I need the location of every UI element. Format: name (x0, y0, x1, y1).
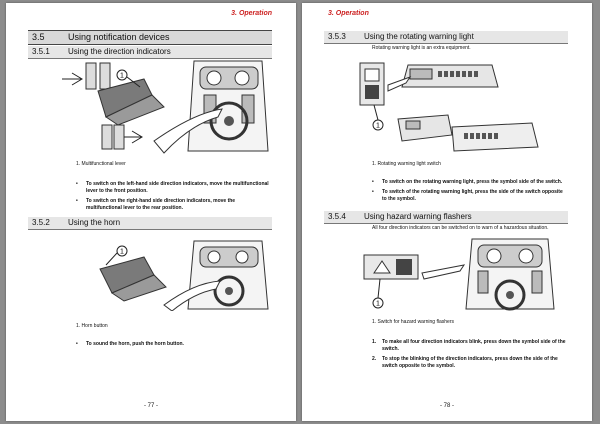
figure-caption-hazard: 1. Switch for hazard warning flashers (372, 319, 454, 325)
hazard-figure (352, 237, 572, 311)
subsection-number: 3.5.4 (328, 212, 346, 221)
list-item (372, 339, 568, 353)
page-77 (6, 3, 296, 421)
list-item: • To sound the horn, push the horn button. (76, 341, 272, 348)
callout-number: 1 (120, 248, 124, 256)
direction-indicator-figure (54, 59, 274, 157)
figure-caption: 1. Rotating warning light switch (372, 161, 441, 167)
subsection-title: Using the direction indicators (68, 47, 171, 56)
intro-text-hazard: All four direction indicators can be switched on to warn of a hazardous situation. (372, 225, 549, 231)
subsection-title: Using hazard warning flashers (364, 212, 472, 221)
subsection-heading-hazard (324, 211, 568, 224)
callout-number: 1 (120, 72, 124, 80)
section-title: Using notification devices (68, 32, 170, 42)
subsection-heading-horn (28, 217, 272, 230)
list-item: • To switch on the left-hand side direction indicators, move the multifunctional lever to the front position. (76, 181, 272, 195)
intro-text: Rotating warning light is an extra equipment. (372, 45, 471, 51)
horn-figure (54, 239, 274, 311)
chapter-header: 3. Operation (231, 10, 272, 17)
list-item: • To switch on the rotating warning light, press the symbol side of the switch. (372, 179, 568, 186)
subsection-title: Using the rotating warning light (364, 32, 474, 41)
rotating-light-instructions (372, 179, 568, 206)
arrow-icon-2 (124, 131, 142, 143)
callout-number: 1 (376, 300, 380, 308)
callout-number: 1 (376, 122, 380, 130)
horn-instructions (76, 341, 272, 351)
hazard-instructions (372, 339, 568, 373)
subsection-heading-direction-indicators (28, 46, 272, 59)
list-item: • To switch on the right-hand side direction indicators, move the multifunctional lever to the rear position. (76, 198, 272, 212)
step-text: To stop the blinking of the direction indicators, press down the side of the switch opposite to the symbol. (382, 356, 558, 369)
list-item: • To switch of the rotating warning light, press the side of the switch opposite to the symbol. (372, 189, 568, 203)
figure-caption: 1. Multifunctional lever (76, 161, 126, 167)
page-78 (302, 3, 592, 421)
section-heading (28, 30, 272, 45)
page-number: - 77 - (143, 403, 158, 409)
rotating-light-figure (352, 57, 572, 155)
warning-light-icon (365, 69, 379, 81)
subsection-title: Using the horn (68, 218, 121, 227)
step-text: To make all four direction indicators blink, press down the symbol side of the switch. (382, 339, 566, 352)
subsection-number: 3.5.2 (32, 218, 50, 227)
step-number: 1. (372, 339, 377, 345)
arrow-icon (62, 73, 82, 85)
subsection-number: 3.5.1 (32, 47, 50, 56)
subsection-number: 3.5.3 (328, 32, 346, 41)
chapter-header: 3. Operation (328, 10, 369, 17)
subsection-heading-rotating-light (324, 31, 568, 44)
step-number: 2. (372, 356, 377, 362)
section-number: 3.5 (32, 32, 45, 42)
direction-instructions (76, 181, 272, 215)
figure-caption-horn: 1. Horn button (76, 323, 108, 329)
list-item (372, 356, 568, 370)
page-number: - 78 - (439, 403, 454, 409)
